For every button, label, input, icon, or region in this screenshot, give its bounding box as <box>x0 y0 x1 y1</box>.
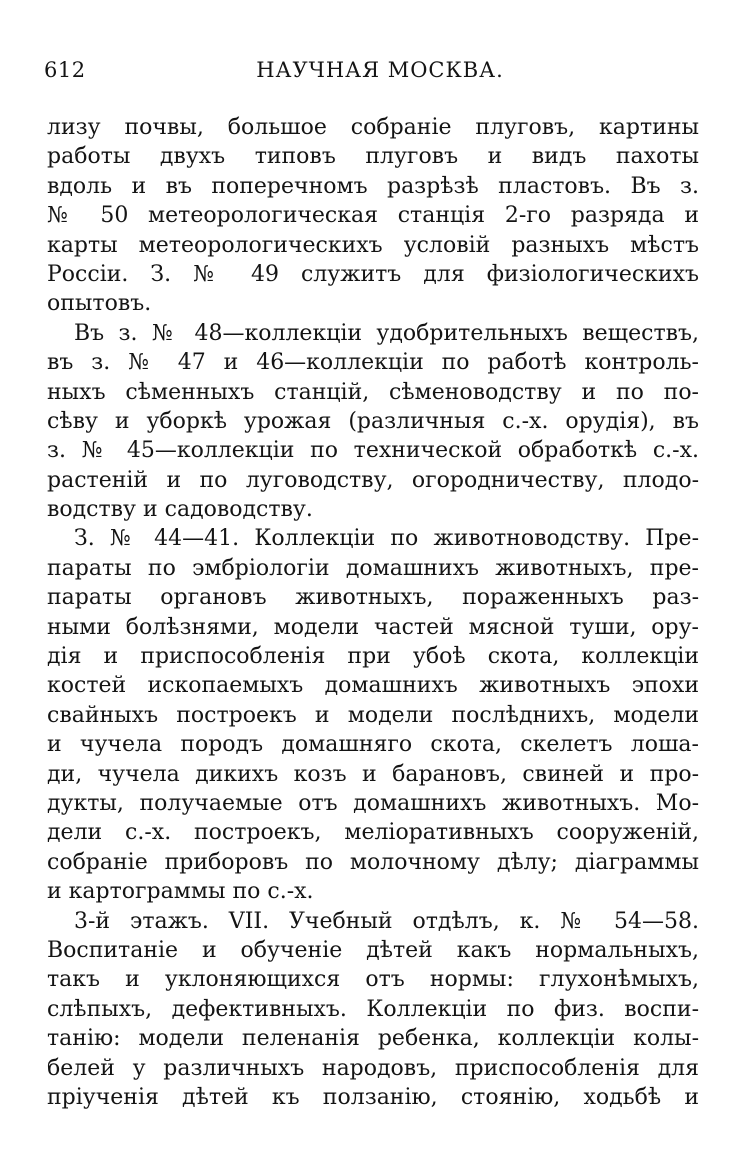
text-line: Россіи. З. № 49 служитъ для физіологическихъ <box>47 261 699 287</box>
text-line: З. № 44—41. Коллекціи по животноводству. Пре- <box>74 526 699 552</box>
text-line: карты метеорологическихъ условій разныхъ мѣстъ <box>47 232 699 258</box>
text-line: лизу почвы, большое собраніе плуговъ, картины <box>47 115 699 140</box>
paragraph <box>47 524 699 906</box>
text-line: з. № 45—коллекціи по технической обработкѣ с.-х. <box>47 438 699 464</box>
text-line: параты по эмбріологіи домашнихъ животныхъ, пре- <box>47 555 699 581</box>
body-text <box>47 113 699 1112</box>
text-line: въ з. № 47 и 46—коллекціи по работѣ контроль- <box>47 350 699 376</box>
text-line: такъ и уклоняющихся отъ нормы: глухонѣмыхъ, <box>47 967 699 993</box>
paragraph <box>47 907 699 1113</box>
text-line: белей у различныхъ народовъ, приспособленія для <box>47 1055 699 1081</box>
text-line: пріученія дѣтей къ ползанію, стоянію, ходьбѣ и <box>47 1084 699 1110</box>
running-head <box>44 58 696 88</box>
text-line: собраніе приборовъ по молочному дѣлу; діаграммы <box>47 849 699 875</box>
text-line: слѣпыхъ, дефективныхъ. Коллекціи по физ. воспи- <box>47 996 699 1022</box>
text-line: водству и садоводству. <box>47 497 313 523</box>
text-line: Воспитаніе и обученіе дѣтей какъ нормальныхъ, <box>47 937 699 963</box>
paragraph <box>47 113 699 319</box>
text-line: вдоль и въ поперечномъ разрѣзѣ пластовъ. Въ з. <box>47 173 699 199</box>
page-number: 612 <box>44 58 86 82</box>
text-line: № 50 метеорологическая станція 2-го разряда и <box>47 203 699 229</box>
text-line: работы двухъ типовъ плуговъ и видъ пахоты <box>47 144 699 170</box>
text-line: сѣву и уборкѣ урожая (различныя с.-х. орудія), въ <box>47 408 699 434</box>
text-line: ди, чучела дикихъ козъ и барановъ, свиней и про- <box>47 761 699 787</box>
text-line: дукты, получаемые отъ домашнихъ животныхъ. Мо- <box>47 790 699 816</box>
text-line: дели с.-х. построекъ, меліоративныхъ сооруженій, <box>47 820 699 846</box>
text-line: ными болѣзнями, модели частей мясной туши, ору- <box>47 614 699 640</box>
running-title: НАУЧНАЯ МОСКВА. <box>256 58 504 82</box>
text-line: ныхъ сѣменныхъ станцій, сѣменоводству и по по- <box>47 379 699 405</box>
text-line: дія и приспособленія при убоѣ скота, коллекціи <box>47 644 699 670</box>
text-line: костей ископаемыхъ домашнихъ животныхъ эпохи <box>47 673 699 699</box>
text-line: опытовъ. <box>47 291 152 317</box>
paragraph <box>47 319 699 525</box>
text-line: и картограммы по с.-х. <box>47 879 314 905</box>
text-line: и чучела породъ домашняго скота, скелетъ лоша- <box>47 732 699 758</box>
text-line: Въ з. № 48—коллекціи удобрительныхъ веществъ, <box>74 320 699 346</box>
text-line: свайныхъ построекъ и модели послѣднихъ, модели <box>47 702 699 728</box>
text-line: танію: модели пеленанія ребенка, коллекціи колы- <box>47 1026 699 1052</box>
text-line: параты органовъ животныхъ, пораженныхъ раз- <box>47 585 699 611</box>
text-line: растеній и по луговодству, огородничеству, плодо- <box>47 467 699 493</box>
text-line: 3-й этажъ. VII. Учебный отдѣлъ, к. № 54—58. <box>74 908 699 934</box>
